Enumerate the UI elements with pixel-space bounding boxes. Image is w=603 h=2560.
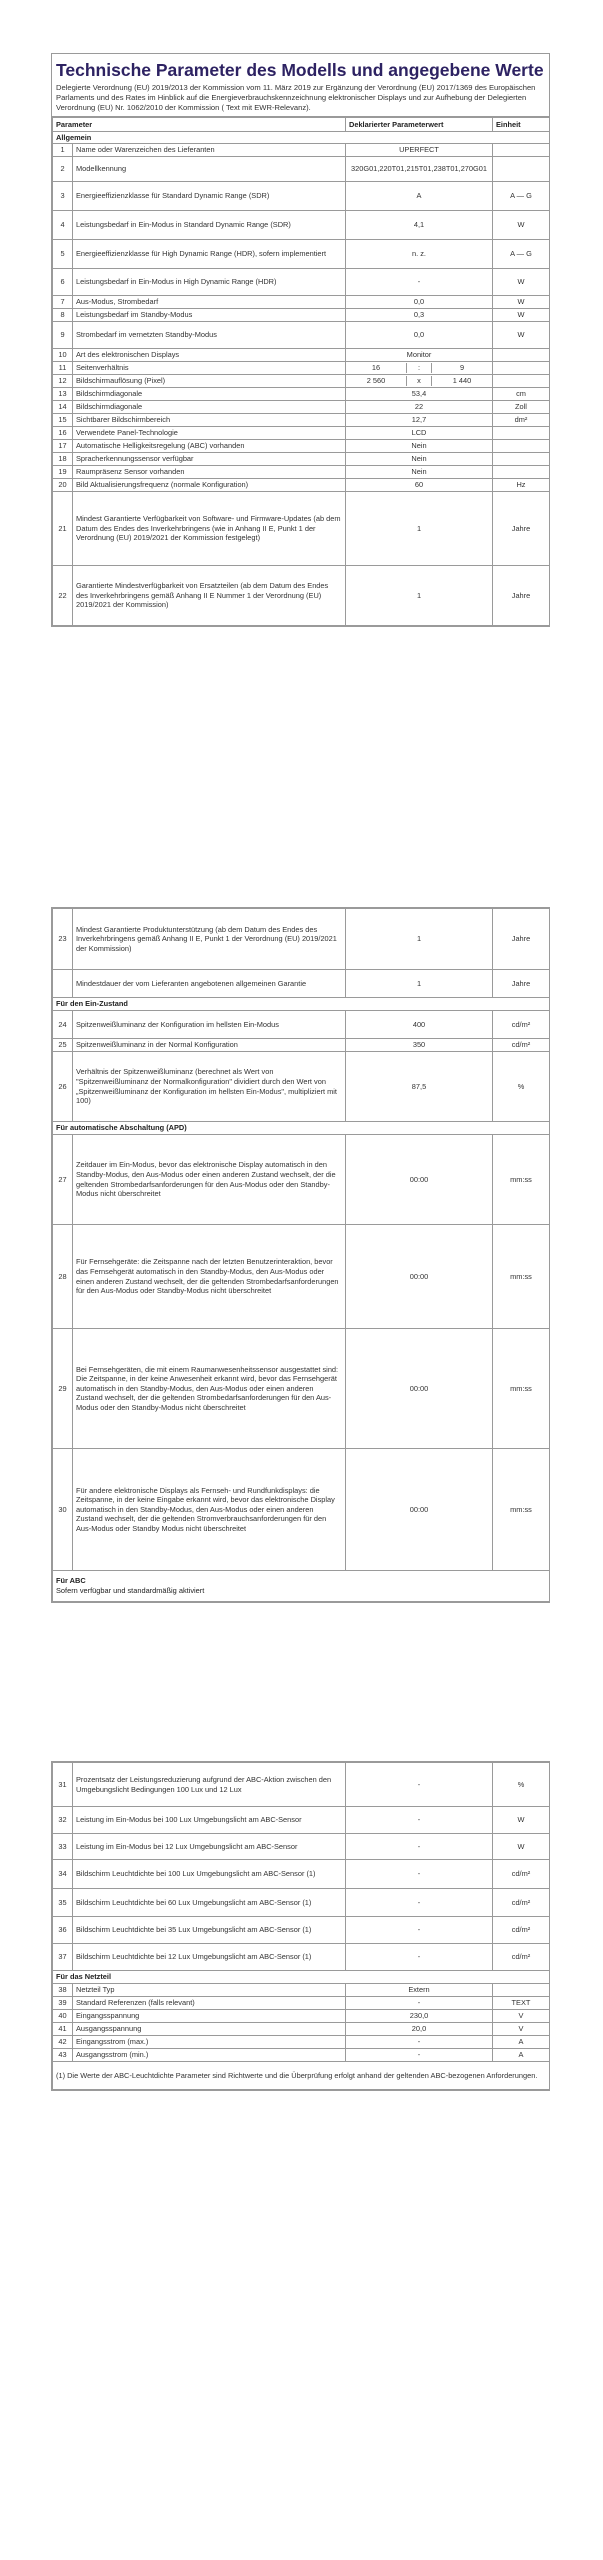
table-row: 21 Mindest Garantierte Verfügbarkeit von Software- und Firmware-Updates (ab dem Datum des Endes des Inverkehrbringens (wie in Anhang II E, Punkt 1 der Verordnung (EU) 2019/2021 der Kommission festgelegt) 1 Jahre xyxy=(53,492,550,566)
section-row xyxy=(53,1571,550,1602)
table-row: 43 Ausgangsstrom (min.) - A xyxy=(53,2049,550,2062)
table-row: 14 Bildschirmdiagonale 22 Zoll xyxy=(53,401,550,414)
table-row: Mindestdauer der vom Lieferanten angebotenen allgemeinen Garantie 1 Jahre xyxy=(53,970,550,998)
table-row: 2 Modellkennung 320G01,220T01,215T01,238T01,270G01 xyxy=(53,157,550,182)
table-row: 9 Strombedarf im vernetzten Standby-Modus 0,0 W xyxy=(53,322,550,349)
table-row: 1 Name oder Warenzeichen des Lieferanten UPERFECT xyxy=(53,144,550,157)
table-row: 41 Ausgangsspannung 20,0 V xyxy=(53,2023,550,2036)
section-row xyxy=(53,998,550,1011)
section-power-supply: Für das Netzteil xyxy=(53,1971,550,1984)
section-on-mode: Für den Ein-Zustand xyxy=(53,998,550,1011)
table-row: 33 Leistung im Ein-Modus bei 12 Lux Umgebungslicht am ABC-Sensor - W xyxy=(53,1834,550,1860)
table-row: 22 Garantierte Mindestverfügbarkeit von Ersatzteilen (ab dem Datum des Endes des Inverkehrbringens gemäß Anhang II E Nummer 1 der Verordnung (EU) 2019/2021 der Kommission) 1 Jahre xyxy=(53,566,550,626)
table-row: 34 Bildschirm Leuchtdichte bei 100 Lux Umgebungslicht am ABC-Sensor (1) - cd/m² xyxy=(53,1860,550,1889)
document-title: Technische Parameter des Modells und angegebene Werte xyxy=(56,60,544,80)
table-row: 15 Sichtbarer Bildschirmbereich 12,7 dm² xyxy=(53,414,550,427)
section-row xyxy=(53,1971,550,1984)
table-row: 38 Netzteil Typ Extern xyxy=(53,1984,550,1997)
table-row: 42 Eingangsstrom (max.) - A xyxy=(53,2036,550,2049)
table-row: 17 Automatische Helligkeitsregelung (ABC) vorhanden Nein xyxy=(53,440,550,453)
table-row: 8 Leistungsbedarf im Standby-Modus 0,3 W xyxy=(53,309,550,322)
table-row: 5 Energieeffizienzklasse für High Dynamic Range (HDR), sofern implementiert n. z. A — G xyxy=(53,240,550,269)
parameter-table xyxy=(52,908,550,1602)
table-row: 19 Raumpräsenz Sensor vorhanden Nein xyxy=(53,466,550,479)
section-abc xyxy=(53,1571,550,1602)
table-row: 7 Aus-Modus, Strombedarf 0,0 W xyxy=(53,296,550,309)
table-row: 24 Spitzenweißluminanz der Konfiguration im hellsten Ein-Modus 400 cd/m² xyxy=(53,1011,550,1039)
parameter-table xyxy=(52,1762,550,2090)
table-row: 13 Bildschirmdiagonale 53,4 cm xyxy=(53,388,550,401)
section-abc-title: Für ABC xyxy=(56,1576,86,1586)
header-parameter: Parameter xyxy=(53,118,346,132)
table-row: 23 Mindest Garantierte Produktunterstützung (ab dem Datum des Endes des Inverkehrbringens gemäß Anhang II E, Punkt 1 der Verordnung (EU) 2019/2021 der Kommission) 1 Jahre xyxy=(53,909,550,970)
spec-sheet-page-3 xyxy=(51,1761,550,2091)
table-row: 16 Verwendete Panel-Technologie LCD xyxy=(53,427,550,440)
spec-sheet-page-1 xyxy=(51,53,550,627)
table-row: 26 Verhältnis der Spitzenweißluminanz (berechnet als Wert von "Spitzenweißluminanz der Normalkonfiguration" dividiert durch den Wert von „Spitzenweißluminanz der Konfiguration im hellsten Ein-Modus", multipliziert mit 100) 87,5 % xyxy=(53,1052,550,1122)
table-row: 32 Leistung im Ein-Modus bei 100 Lux Umgebungslicht am ABC-Sensor - W xyxy=(53,1807,550,1834)
section-apd: Für automatische Abschaltung (APD) xyxy=(53,1122,550,1135)
table-row: 39 Standard Referenzen (falls relevant) - TEXT xyxy=(53,1997,550,2010)
table-row: 3 Energieeffizienzklasse für Standard Dynamic Range (SDR) A A — G xyxy=(53,182,550,211)
section-row xyxy=(53,132,550,144)
footnote: (1) Die Werte der ABC-Leuchtdichte Parameter sind Richtwerte und die Überprüfung erfolgt anhand der geltenden ABC-bezogenen Anforderungen. xyxy=(53,2062,550,2090)
table-row: 20 Bild Aktualisierungsfrequenz (normale Konfiguration) 60 Hz xyxy=(53,479,550,492)
regulation-intro: Delegierte Verordnung (EU) 2019/2013 der Kommission vom 11. März 2019 zur Ergänzung der Verordnung (EU) 2017/1369 des Europäischen Parlaments und des Rates im Hinblick auf die Energieverbrauchskennzeichnung elektronischer Displays und zur Aufhebung der Delegierten Verordnung (EU) Nr. 1062/2010 der Kommission ( Text mit EWR-Relevanz). xyxy=(56,83,536,112)
table-row: 11 Seitenverhältnis 16 : 9 xyxy=(53,362,550,375)
section-general: Allgemein xyxy=(53,132,550,144)
section-abc-note: Sofern verfügbar und standardmäßig aktiviert xyxy=(56,1586,205,1595)
table-row: 35 Bildschirm Leuchtdichte bei 60 Lux Umgebungslicht am ABC-Sensor (1) - cd/m² xyxy=(53,1889,550,1917)
table-row: 36 Bildschirm Leuchtdichte bei 35 Lux Umgebungslicht am ABC-Sensor (1) - cd/m² xyxy=(53,1917,550,1944)
table-row: 31 Prozentsatz der Leistungsreduzierung aufgrund der ABC-Aktion zwischen den Umgebungslicht Bedingungen 100 Lux und 12 Lux - % xyxy=(53,1763,550,1807)
parameter-table xyxy=(52,117,550,626)
table-row: 4 Leistungsbedarf in Ein-Modus in Standard Dynamic Range (SDR) 4,1 W xyxy=(53,211,550,240)
section-row xyxy=(53,1122,550,1135)
table-row: 10 Art des elektronischen Displays Monitor xyxy=(53,349,550,362)
table-row: 25 Spitzenweißluminanz in der Normal Konfiguration 350 cd/m² xyxy=(53,1039,550,1052)
header-unit: Einheit xyxy=(493,118,550,132)
table-row: 37 Bildschirm Leuchtdichte bei 12 Lux Umgebungslicht am ABC-Sensor (1) - cd/m² xyxy=(53,1944,550,1971)
table-row: 12 Bildschirmauflösung (Pixel) 2 560 x 1 440 xyxy=(53,375,550,388)
table-row: 29 Bei Fernsehgeräten, die mit einem Raumanwesenheitssensor ausgestattet sind: Die Zeitspanne, in der keine Anwesenheit erkannt wird, bevor das Fernsehgerät automatisch in den Standby-Modus, den Aus-Modus oder einen anderen Zustand wechselt, der die geltenden Strombedarfsanforderungen für den Aus-Modus oder den Standby-Modus nicht überschreitet 00:00 mm:ss xyxy=(53,1329,550,1449)
table-header-row xyxy=(53,118,550,132)
footnote-row xyxy=(53,2062,550,2090)
table-row: 30 Für andere elektronische Displays als Fernseh- und Rundfunkdisplays: die Zeitspanne, in der keine Eingabe erkannt wird, bevor das elektronische Display automatisch in den Standby-Modus, den Aus-Modus oder einen anderen Zustand wechselt, der die geltenden Stromverbrauchsanforderungen für den Aus-Modus oder Standby Modus nicht überschreitet 00:00 mm:ss xyxy=(53,1449,550,1571)
table-row: 40 Eingangsspannung 230,0 V xyxy=(53,2010,550,2023)
table-row: 6 Leistungsbedarf in Ein-Modus in High Dynamic Range (HDR) - W xyxy=(53,269,550,296)
table-row: 27 Zeitdauer im Ein-Modus, bevor das elektronische Display automatisch in den Standby-Modus, den Aus-Modus oder einen anderen Zustand wechselt, der die geltenden Strombedarfsanforderungen für den Aus-Modus oder den Standby-Modus nicht überschreitet 00:00 mm:ss xyxy=(53,1135,550,1225)
header-value: Deklarierter Parameterwert xyxy=(346,118,493,132)
document-header xyxy=(52,54,549,117)
table-row: 18 Spracherkennungssensor verfügbar Nein xyxy=(53,453,550,466)
spec-sheet-page-2 xyxy=(51,907,550,1603)
table-row: 28 Für Fernsehgeräte: die Zeitspanne nach der letzten Benutzerinteraktion, bevor das Fernsehgerät automatisch in den Standby-Modus, den Aus-Modus oder einen anderen Zustand wechselt, der die geltenden Strombedarfsanforderungen für den Aus-Modus oder Standby-Modus nicht überschreitet 00:00 mm:ss xyxy=(53,1225,550,1329)
